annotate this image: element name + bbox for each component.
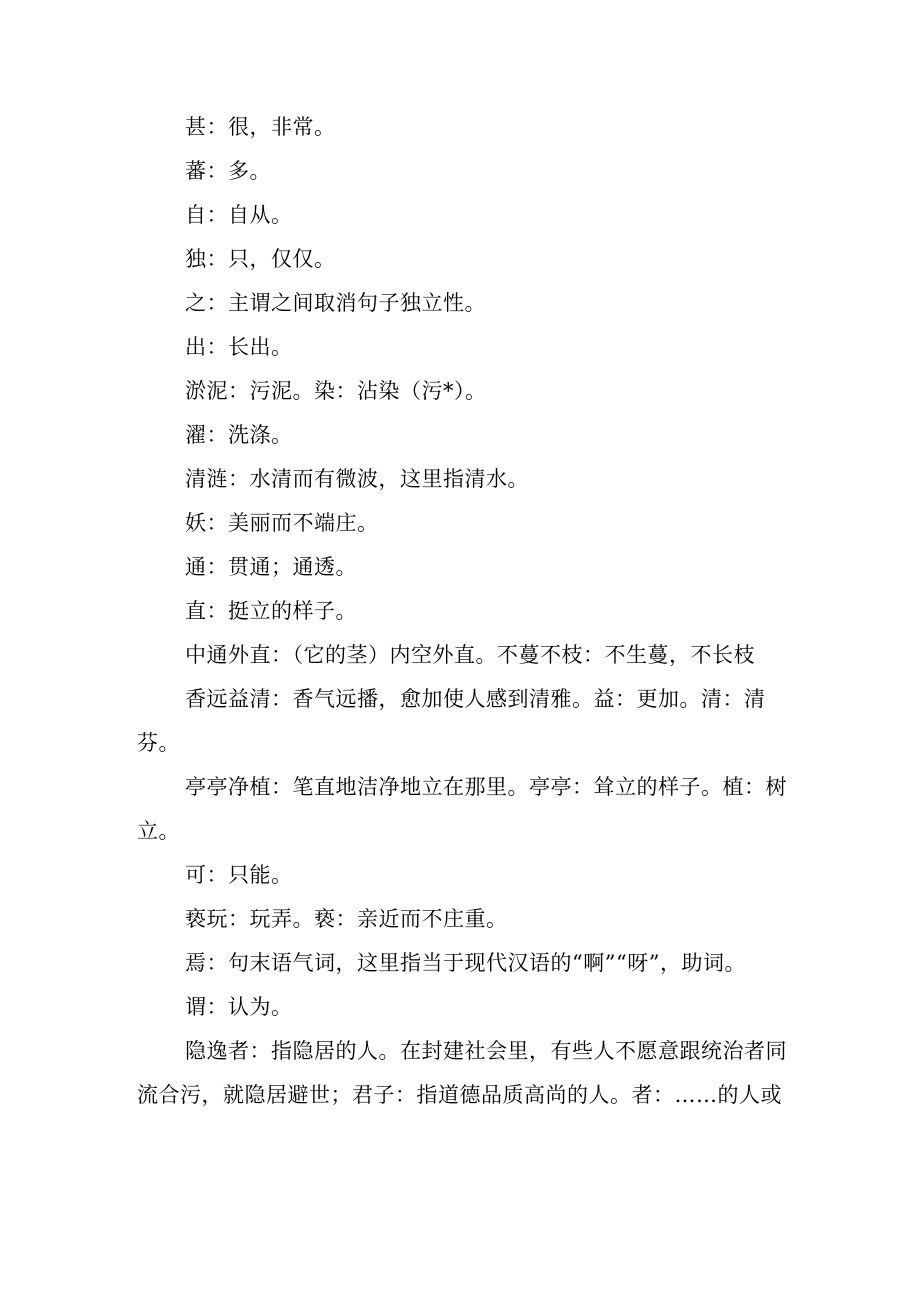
annotation-line: 香远益清：香气远播，愈加使人感到清雅。益：更加。清：清芬。	[137, 687, 766, 755]
annotation-line: 可：只能。	[185, 863, 293, 887]
annotation-line: 出：长出。	[185, 335, 293, 359]
annotation-line: 焉：句末语气词，这里指当于现代汉语的“啊”“呀”，助词。	[185, 951, 746, 975]
annotation-list	[137, 105, 787, 1117]
annotation-line: 通：贯通；通透。	[185, 555, 357, 579]
annotation-line: 自：自从。	[185, 203, 293, 227]
annotation-line: 直：挺立的样子。	[185, 599, 357, 623]
annotation-line: 甚：很，非常。	[185, 115, 336, 139]
annotation-line: 亵玩：玩弄。亵：亲近而不庄重。	[185, 907, 508, 931]
annotation-line: 清涟：水清而有微波，这里指清水。	[185, 467, 529, 491]
annotation-line: 淤泥：污泥。染：沾染（污*）。	[185, 379, 487, 403]
annotation-line: 濯：洗涤。	[185, 423, 293, 447]
annotation-line: 妖：美丽而不端庄。	[185, 511, 379, 535]
annotation-line: 中通外直：（它的茎）内空外直。不蔓不枝：不生蔓，不长枝	[185, 643, 755, 667]
annotation-line: 之：主谓之间取消句子独立性。	[185, 291, 486, 315]
annotation-line: 隐逸者：指隐居的人。在封建社会里，有些人不愿意跟统治者同流合污，就隐居避世；君子：指道德品质高尚的人。者：……的人或	[137, 1039, 787, 1107]
annotation-line: 蕃：多。	[185, 159, 271, 183]
annotation-line: 独：只，仅仅。	[185, 247, 336, 271]
annotation-line: 谓：认为。	[185, 995, 293, 1019]
annotation-line: 亭亭净植：笔直地洁净地立在那里。亭亭：耸立的样子。植：树立。	[137, 775, 787, 843]
